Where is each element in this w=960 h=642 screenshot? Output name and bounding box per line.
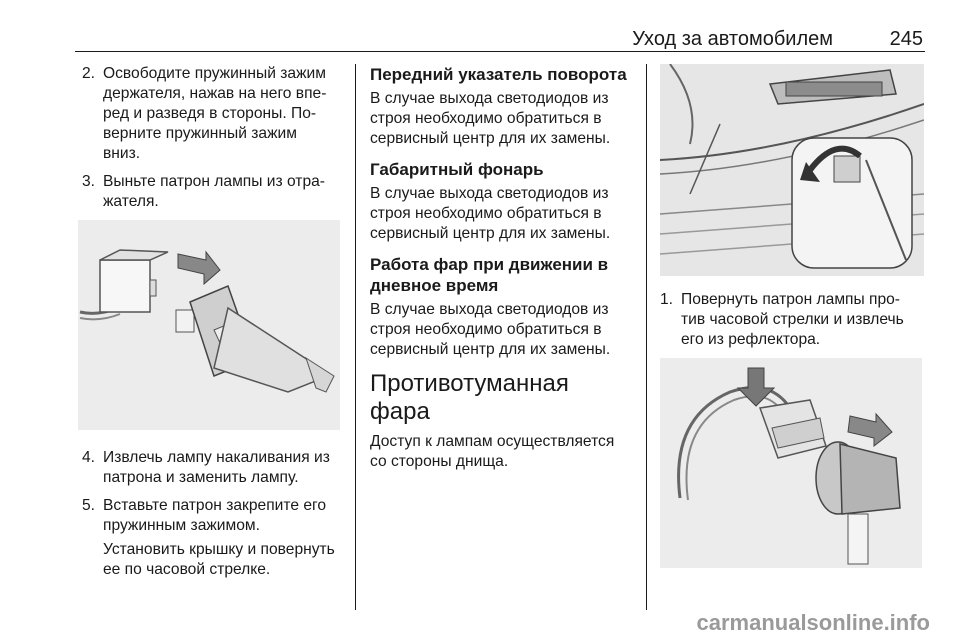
text-line: строя необходимо обратиться в — [370, 321, 602, 338]
text-line: дневное время — [370, 276, 499, 295]
bumper-drawing — [660, 64, 924, 276]
text-line: верните пружинный зажим — [103, 125, 297, 142]
heading-fog-light: Противотуманная фара — [370, 370, 569, 425]
step-number: 2. — [82, 65, 96, 82]
text-line: Выньте патрон лампы из отра- — [103, 173, 325, 190]
text-line: строя необходимо обратиться в — [370, 205, 602, 222]
paragraph-side-light — [370, 184, 632, 244]
text-line: Извлечь лампу накаливания из — [103, 449, 330, 466]
text-line: Освободите пружинный зажим — [103, 65, 326, 82]
step-2 — [82, 64, 344, 164]
column-right — [660, 64, 928, 568]
text-line: Работа фар при движении в — [370, 255, 609, 274]
heading-side-light: Габаритный фонарь — [370, 160, 544, 179]
heading-daytime-running-lights — [370, 254, 632, 296]
text-line: В случае выхода светодиодов из — [370, 90, 609, 107]
page-header — [75, 24, 925, 52]
step-5-note — [82, 540, 344, 580]
text-line: ее по часовой стрелке. — [103, 561, 271, 578]
step-4 — [82, 448, 344, 488]
column-middle — [370, 64, 632, 482]
text-line: вниз. — [103, 145, 141, 162]
paragraph-fog-light — [370, 432, 632, 472]
text-line: ред и разведя в стороны. По- — [103, 105, 317, 122]
step-5 — [82, 496, 344, 536]
step-number: 4. — [82, 449, 96, 466]
text-line: сервисный центр для их замены. — [370, 225, 611, 242]
section-title: Уход за автомобилем — [632, 28, 833, 50]
socket-drawing — [660, 358, 922, 568]
text-line: Доступ к лампам осуществляется — [370, 433, 615, 450]
text-line: со стороны днища. — [370, 453, 509, 470]
text-line: тив часовой стрелки и извлечь — [681, 311, 904, 328]
watermark: carmanualsonline.info — [696, 610, 930, 635]
text-line: его из рефлектора. — [681, 331, 821, 348]
text-line: жателя. — [103, 193, 159, 210]
text-line: Вставьте патрон закрепите его — [103, 497, 327, 514]
text-line: сервисный центр для их замены. — [370, 341, 611, 358]
column-left — [82, 64, 344, 580]
text-line: В случае выхода светодиодов из — [370, 185, 609, 202]
step-number: 5. — [82, 497, 96, 514]
heading-front-turn-signal: Передний указатель поворота — [370, 65, 627, 84]
text-line: держателя, нажав на него впе- — [103, 85, 327, 102]
step-number: 3. — [82, 173, 96, 190]
bulb-drawing — [78, 220, 340, 430]
text-line: Повернуть патрон лампы про- — [681, 291, 901, 308]
paragraph-daytime-running-lights — [370, 300, 632, 360]
text-line: В случае выхода светодиодов из — [370, 301, 609, 318]
bulb-illustration — [78, 220, 340, 430]
step-number: 1. — [660, 291, 674, 308]
text-line: пружинным зажимом. — [103, 517, 260, 534]
text-line: сервисный центр для их замены. — [370, 130, 611, 147]
text-line: патрона и заменить лампу. — [103, 469, 299, 486]
lamp-socket-illustration — [660, 358, 922, 568]
paragraph-front-turn-signal — [370, 89, 632, 149]
page-number: 245 — [889, 28, 923, 50]
text-line: Установить крышку и повернуть — [103, 541, 335, 558]
text-line: строя необходимо обратиться в — [370, 110, 602, 127]
step-3 — [82, 172, 344, 212]
column-divider — [355, 64, 356, 610]
fog-light-access-illustration — [660, 64, 924, 276]
step-1 — [660, 290, 928, 350]
column-divider — [646, 64, 647, 610]
